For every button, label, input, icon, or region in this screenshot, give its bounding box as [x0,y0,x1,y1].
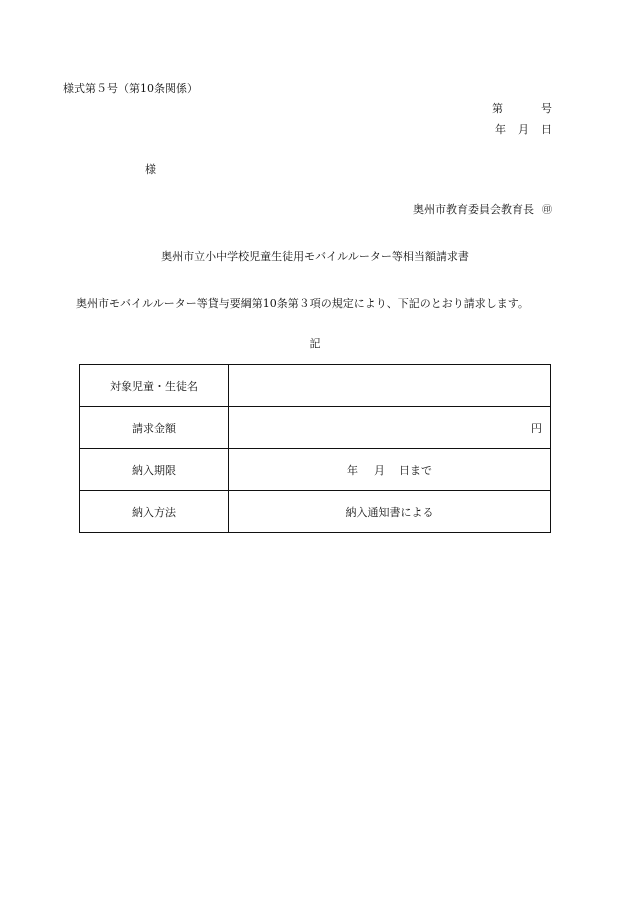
table-row-amount [80,407,551,449]
table-row-target [80,365,551,407]
document-number [492,103,552,114]
amount-label: 請求金額 [80,407,229,449]
deadline-label: 納入期限 [80,449,229,491]
document-title: 奥州市立小中学校児童生徒用モバイルルーター等相当額請求書 [161,250,469,263]
details-table [79,364,551,533]
issue-date-day: 日 [541,123,552,136]
addressee-honorific: 様 [145,163,156,176]
issue-date-year: 年 [495,123,506,136]
target-value [229,365,551,407]
deadline-day: 日まで [399,463,432,477]
target-label: 対象児童・生徒名 [80,365,229,407]
document-number-suffix: 号 [541,102,552,115]
deadline-month: 月 [374,463,385,477]
form-number: 様式第５号（第10条関係） [63,82,198,95]
deadline-value [229,449,551,491]
issuer [413,204,552,216]
method-label: 納入方法 [80,491,229,533]
table-row-method [80,491,551,533]
table-row-deadline [80,449,551,491]
ki-heading: 記 [309,337,321,350]
document-number-prefix: 第 [492,102,503,115]
seal-icon: ㊞ [542,205,552,216]
issuer-name: 奥州市教育委員会教育長 [413,203,534,216]
amount-value: 円 [229,407,551,449]
method-value: 納入通知書による [229,491,551,533]
deadline-year: 年 [347,463,358,477]
issue-date [495,124,552,135]
issue-date-month: 月 [518,123,529,136]
body-text: 奥州市モバイルルーター等貸与要綱第10条第３項の規定により、下記のとおり請求します。 [76,297,529,310]
